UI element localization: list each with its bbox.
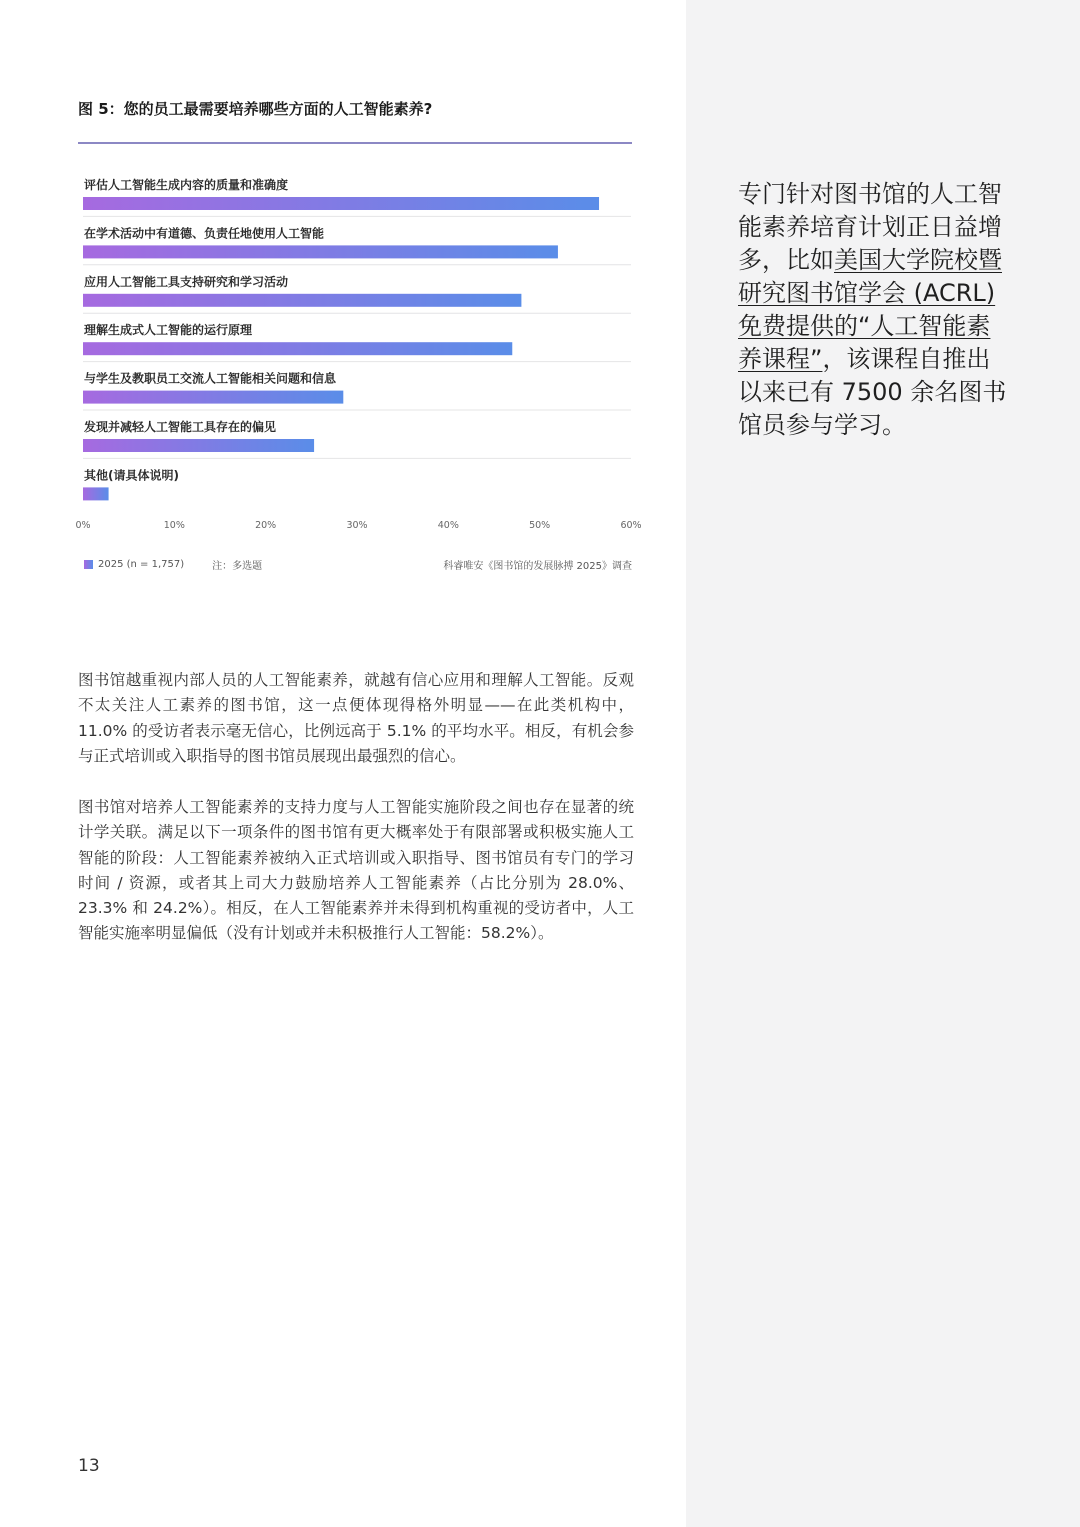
x-tick-label: 20% — [255, 520, 277, 531]
chart-legend — [84, 557, 262, 572]
bar-chart — [75, 168, 642, 588]
category-label: 与学生及教职员工交流人工智能相关问题和信息 — [84, 371, 337, 386]
legend-label: 2025 (n = 1,757) — [98, 559, 185, 570]
page-number: 13 — [78, 1456, 100, 1476]
bar — [83, 342, 512, 355]
bar — [83, 245, 558, 258]
x-tick-label: 50% — [529, 520, 551, 531]
x-tick-label: 10% — [163, 520, 185, 531]
x-tick-label: 60% — [620, 520, 642, 531]
bar — [83, 391, 343, 404]
body-paragraph-2: 图书馆对培养人工智能素养的支持力度与人工智能实施阶段之间也存在显著的统计学关联。满足以下一项条件的图书馆有更大概率处于有限部署或积极实施人工智能的阶段：人工智能素养被纳入正式培训或入职指导、图书馆员有专门的学习时间 / 资源，或者其上司大力鼓励培养人工智能素养（占比分别为 28.0%、23.3% 和 24.2%）。相反，在人工智能素养并未得到机构重视的受访者中，人工智能实施率明显偏低（没有计划或并未积极推行人工智能：58.2%）。 — [78, 798, 634, 943]
x-tick-label: 30% — [346, 520, 368, 531]
legend-note: 注：多选题 — [212, 561, 263, 572]
callout-text-end: ，该课程自推出以来已有 7500 余名图书馆员参与学习。 — [738, 345, 1007, 439]
acrl-course-link[interactable]: 美国大学院校暨研究图书馆学会 (ACRL) 免费提供的“人工智能素养课程” — [738, 246, 1002, 373]
x-tick-label: 0% — [75, 520, 91, 531]
chart-svg — [75, 168, 642, 548]
bar — [83, 294, 521, 307]
callout-text-start: 专门针对图书馆的人工智能素养培育计划正日益增多，比如 — [738, 180, 1002, 274]
bar — [83, 439, 314, 452]
figure-title: 图 5：您的员工最需要培养哪些方面的人工智能素养? — [78, 100, 433, 118]
legend-swatch — [84, 560, 93, 569]
x-tick-label: 40% — [437, 520, 459, 531]
chart-source: 科睿唯安《图书馆的发展脉搏 2025》调查 — [443, 561, 632, 572]
category-label: 应用人工智能工具支持研究和学习活动 — [84, 274, 289, 289]
body-paragraph-1: 图书馆越重视内部人员的人工智能素养，就越有信心应用和理解人工智能。反观不太关注人工素养的图书馆，这一点便体现得格外明显——在此类机构中，11.0% 的受访者表示毫无信心，比例远高于 5.1% 的平均水平。相反，有机会参与正式培训或入职指导的图书馆员展现出最强烈的信心。 — [78, 671, 634, 765]
category-label: 评估人工智能生成内容的质量和准确度 — [84, 178, 289, 192]
bar — [83, 197, 599, 210]
category-label: 理解生成式人工智能的运行原理 — [84, 323, 253, 338]
category-label: 在学术活动中有道德、负责任地使用人工智能 — [84, 226, 325, 241]
category-label: 发现并减轻人工智能工具存在的偏见 — [84, 420, 277, 434]
sidebar-callout — [738, 178, 1008, 442]
category-label: 其他(请具体说明) — [84, 468, 179, 483]
title-divider — [78, 142, 632, 144]
bar — [83, 487, 109, 500]
